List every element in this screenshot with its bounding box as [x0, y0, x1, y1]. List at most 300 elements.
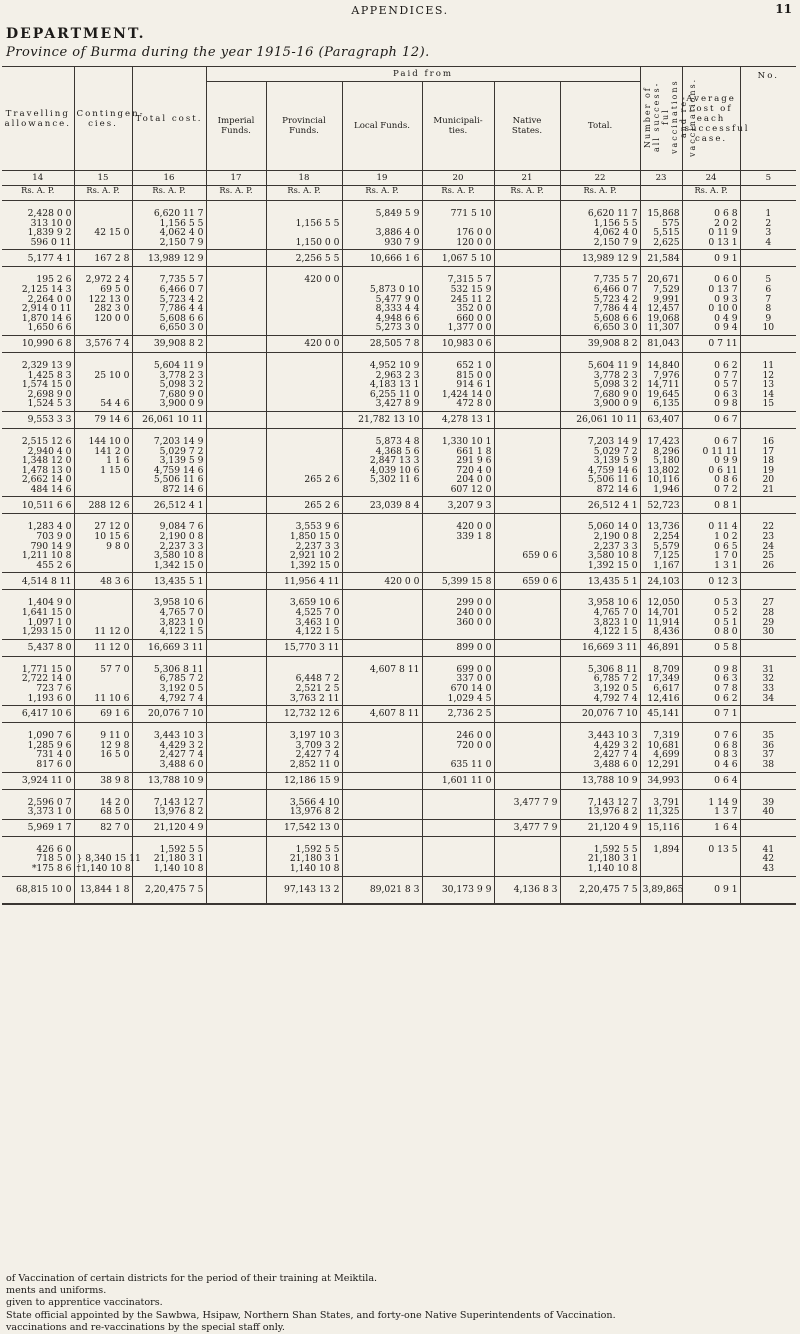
vaccination-cost-table: [2, 66, 796, 905]
group-cell: [206, 836, 266, 876]
group-cell: 27 12 0 10 15 6 9 8 0: [74, 514, 132, 573]
total-cell: 2,736 2 5: [422, 706, 494, 723]
total-cell: 0 6 4: [682, 772, 740, 789]
footnote-line: State official appointed by the Sawbwa, Hsipaw, Northern Shan States, and forty-one Native Superintendents of Vaccination.: [6, 1309, 616, 1321]
group-cell: 652 1 0 815 0 0 914 6 1 1,424 14 0 472 8 0: [422, 352, 494, 411]
group-cell: 1,771 15 0 2,722 14 0 723 7 6 1,193 6 0: [21, 663, 72, 704]
group-cell: 2,329 13 9 1,425 8 3 1,574 15 0 2,698 9 0 1,524 5 3: [21, 359, 72, 410]
column-number: 19: [342, 171, 422, 186]
unit-label: [740, 186, 796, 201]
local-fund-extra: 265 2 6: [304, 473, 340, 485]
group-total-row: [2, 639, 796, 656]
total-cell: 3,924 11 0: [2, 772, 74, 789]
grand-total-cell: 68,815 10 0: [2, 876, 74, 904]
group-cell: [206, 428, 266, 497]
total-cell: 420 0 0: [266, 335, 342, 352]
group-cell: [494, 201, 560, 250]
total-cell: [494, 250, 560, 267]
group-cell: 2,972 2 4 69 5 0 122 13 0 282 3 0 120 0 0: [74, 267, 132, 336]
grand-total-cell: 89,021 8 3: [342, 876, 422, 904]
group-cell: 0 11 4 1 0 2 0 6 5 1 7 0 1 3 1: [682, 514, 740, 573]
column-number: 20: [422, 171, 494, 186]
group-cell: 57 7 0 11 10 6: [74, 656, 132, 705]
unit-row: [2, 186, 796, 201]
group-cell: 3,443 10 3 4,429 3 2 2,427 7 4 3,488 6 0: [560, 723, 640, 772]
total-cell: 16,669 3 11: [132, 639, 206, 656]
total-cell: 26,512 4 1: [560, 497, 640, 514]
group-cell: 11 12 13 14 15: [740, 352, 796, 411]
total-cell: 0 7 1: [682, 706, 740, 723]
group-cell: [206, 590, 266, 639]
group-cell: 246 0 0 720 0 0 635 11 0: [422, 723, 494, 772]
total-cell: 2,256 5 5: [266, 250, 342, 267]
unit-label: Rs. A. P.: [422, 186, 494, 201]
total-cell: 82 7 0: [74, 819, 132, 836]
table-body: [2, 186, 796, 904]
total-cell: [422, 819, 494, 836]
district-group: [2, 428, 796, 497]
grand-total-cell: 30,173 9 9: [422, 876, 494, 904]
total-cell: 21,584: [640, 250, 682, 267]
group-cell: 16 17 18 19 20 21: [740, 428, 796, 497]
group-cell: 35 36 37 38: [740, 723, 796, 772]
group-cell: 41 42 43: [740, 836, 796, 876]
district-group: [2, 267, 796, 336]
group-cell: 195 2 6 2,125 14 3 2,264 0 0 2,914 0 11 1,870 14 6 1,650 6 6: [21, 274, 72, 334]
grand-total-cell: 3,89,865: [640, 876, 682, 904]
total-cell: 0 6 7: [682, 411, 740, 428]
group-cell: [494, 723, 560, 772]
total-cell: 69 1 6: [74, 706, 132, 723]
total-cell: 34,993: [640, 772, 682, 789]
column-number: 14: [2, 171, 74, 186]
total-cell: 13,989 12 9: [132, 250, 206, 267]
grand-total-cell: 2,20,475 7 5: [132, 876, 206, 904]
group-cell: 0 6 2 0 7 7 0 5 7 0 6 3 0 9 8: [682, 352, 740, 411]
unit-label: Rs. A. P.: [74, 186, 132, 201]
group-cell: [494, 352, 560, 411]
group-cell: 6,448 7 2 2,521 2 5 3,763 2 11: [266, 656, 342, 705]
footnote-line: given to apprentice vaccinators.: [6, 1297, 163, 1309]
total-cell: [342, 819, 422, 836]
group-cell: 1 2 3 4: [740, 201, 796, 250]
column-number: 16: [132, 171, 206, 186]
total-cell: 21,120 4 9: [132, 819, 206, 836]
total-cell: [206, 250, 266, 267]
total-cell: 15,116: [640, 819, 682, 836]
group-cell: 3,197 10 3 3,709 3 2 2,427 7 4 2,852 11 0: [266, 723, 342, 772]
total-cell: 13,435 5 1: [132, 573, 206, 590]
total-cell: [342, 639, 422, 656]
total-cell: 0 7 11: [682, 335, 740, 352]
unit-label: Rs. A. P.: [560, 186, 640, 201]
group-cell: 5,604 11 9 3,778 2 3 5,098 3 2 7,680 9 0 3,900 0 9: [560, 352, 640, 411]
col-local: Local Funds.: [342, 82, 422, 171]
total-cell: 21,782 13 10: [342, 411, 422, 428]
col-municipal: Municipali-ties.: [422, 82, 494, 171]
group-cell: [494, 428, 560, 497]
page-heading: APPENDICES.: [351, 4, 449, 17]
unit-label: [640, 186, 682, 201]
total-cell: 12,186 15 9: [266, 772, 342, 789]
group-cell: 771 5 10 176 0 0 120 0 0: [422, 201, 494, 250]
total-cell: 52,723: [640, 497, 682, 514]
group-total-row: [2, 706, 796, 723]
grand-total-cell: 2,20,475 7 5: [560, 876, 640, 904]
group-cell: 1,090 7 6 1,285 9 6 731 4 0 817 6 0: [27, 730, 72, 770]
total-cell: [494, 411, 560, 428]
total-cell: 4,514 8 11: [2, 573, 74, 590]
district-group: [2, 723, 796, 772]
group-cell: 7,319 10,681 4,699 12,291: [640, 723, 682, 772]
group-cell: 420 0 0: [266, 267, 342, 336]
group-cell: 144 10 0 141 2 0 1 1 6 1 15 0: [74, 428, 132, 497]
group-cell: 5,306 8 11 6,785 7 2 3,192 0 5 4,792 7 4: [132, 656, 206, 705]
total-cell: 63,407: [640, 411, 682, 428]
group-cell: 5,873 4 8 4,368 5 6 2,847 13 3 4,039 10 6 5,302 11 6: [342, 428, 422, 497]
group-cell: 14,840 7,976 14,711 19,645 6,135: [640, 352, 682, 411]
group-cell: 1,592 5 5 21,180 3 1 1,140 10 8: [132, 836, 206, 876]
group-cell: 17,423 8,296 5,180 13,802 10,116 1,946: [640, 428, 682, 497]
total-cell: 13,788 10 9: [560, 772, 640, 789]
total-cell: 20,076 7 10: [560, 706, 640, 723]
total-cell: 48 3 6: [74, 573, 132, 590]
total-cell: 1 6 4: [682, 819, 740, 836]
footnotes: [6, 1273, 616, 1334]
group-cell: 3,958 10 6 4,765 7 0 3,823 1 0 4,122 1 5: [560, 590, 640, 639]
unit-label: Rs. A. P.: [2, 186, 74, 201]
total-cell: [342, 772, 422, 789]
total-cell: 265 2 6: [266, 497, 342, 514]
group-cell: 7,203 14 9 5,029 7 2 3,139 5 9 4,759 14 6 5,506 11 6 872 14 6: [560, 428, 640, 497]
group-cell: [342, 590, 422, 639]
total-cell: 11 12 0: [74, 639, 132, 656]
total-cell: 26,512 4 1: [132, 497, 206, 514]
group-cell: 5,873 0 10 5,477 9 0 8,333 4 4 4,948 6 6 5,273 3 0: [342, 267, 422, 336]
group-cell: 7,143 12 7 13,976 8 2: [132, 789, 206, 819]
group-cell: [342, 723, 422, 772]
total-cell: [206, 573, 266, 590]
col-imperial: Imperial Funds.: [206, 82, 266, 171]
total-cell: 10,511 6 6: [2, 497, 74, 514]
col-average-cost: Average cost of each successful case.: [682, 67, 740, 171]
total-cell: 10,666 1 6: [342, 250, 422, 267]
group-cell: 2,428 0 0 313 10 0 1,839 9 2 596 0 11: [27, 208, 72, 248]
total-cell: 0 9 1: [682, 250, 740, 267]
group-total-row: [2, 250, 796, 267]
group-total-row: [2, 772, 796, 789]
group-cell: 3,791 11,325: [640, 789, 682, 819]
total-cell: 6,417 10 6: [2, 706, 74, 723]
total-cell: [740, 772, 796, 789]
group-cell: [342, 836, 422, 876]
group-cell: 1,330 10 1 661 1 8 291 9 6 720 4 0 204 0 0 607 12 0: [422, 428, 494, 497]
total-cell: 288 12 6: [74, 497, 132, 514]
total-cell: 0 12 3: [682, 573, 740, 590]
group-cell: 13,736 2,254 5,579 7,125 1,167: [640, 514, 682, 573]
group-cell: 12,050 14,701 11,914 8,436: [640, 590, 682, 639]
total-cell: 9,553 3 3: [2, 411, 74, 428]
grand-total-cell: [740, 876, 796, 904]
group-cell: 9,084 7 6 2,190 0 8 2,237 3 3 3,580 10 8 1,342 15 0: [132, 514, 206, 573]
total-cell: 28,505 7 8: [342, 335, 422, 352]
total-cell: 39,908 8 2: [560, 335, 640, 352]
district-group: [2, 590, 796, 639]
group-cell: 0 6 8 2 0 2 0 11 9 0 13 1: [682, 201, 740, 250]
group-cell: 39 40: [740, 789, 796, 819]
unit-label: Rs. A. P.: [494, 186, 560, 201]
group-cell: 7,203 14 9 5,029 7 2 3,139 5 9 4,759 14 6 5,506 11 6 872 14 6: [132, 428, 206, 497]
col-travelling: Travelling allowance.: [2, 67, 74, 171]
group-cell: 7,315 5 7 532 15 9 245 11 2 352 0 0 660 0 0 1,377 0 0: [422, 267, 494, 336]
total-cell: [206, 411, 266, 428]
total-cell: 1,601 11 0: [422, 772, 494, 789]
total-cell: 3,576 7 4: [74, 335, 132, 352]
total-cell: [266, 411, 342, 428]
total-cell: 167 2 8: [74, 250, 132, 267]
col-provincial: Provincial Funds.: [266, 82, 342, 171]
group-cell: 4,607 8 11: [342, 656, 422, 705]
total-cell: 899 0 0: [422, 639, 494, 656]
total-cell: [494, 497, 560, 514]
group-cell: 5,604 11 9 3,778 2 3 5,098 3 2 7,680 9 0 3,900 0 9: [132, 352, 206, 411]
group-cell: 5,849 5 9 3,886 4 0 930 7 9: [342, 201, 422, 250]
total-cell: [740, 819, 796, 836]
total-cell: 13,435 5 1: [560, 573, 640, 590]
group-cell: 0 9 8 0 6 3 0 7 8 0 6 2: [682, 656, 740, 705]
province-subtitle: Province of Burma during the year 1915-16 (Paragraph 12).: [6, 45, 430, 60]
total-cell: [740, 335, 796, 352]
district-group: [2, 352, 796, 411]
group-cell: 7,143 12 7 13,976 8 2: [560, 789, 640, 819]
group-cell: 42 15 0: [74, 201, 132, 250]
group-cell: 3,443 10 3 4,429 3 2 2,427 7 4 3,488 6 0: [132, 723, 206, 772]
group-cell: [206, 201, 266, 250]
group-cell: 1,894: [640, 836, 682, 876]
group-cell: 5,060 14 0 2,190 0 8 2,237 3 3 3,580 10 8 1,392 15 0: [560, 514, 640, 573]
group-cell: [342, 789, 422, 819]
group-cell: 0 5 3 0 5 2 0 5 1 0 8 0: [682, 590, 740, 639]
grand-total-cell: 4,136 8 3: [494, 876, 560, 904]
col-total: Total.: [560, 82, 640, 171]
grand-total-cell: [206, 876, 266, 904]
group-cell: 1,283 4 0 703 9 0 790 14 9 1,211 10 8 455 2 6: [21, 521, 72, 571]
group-cell: 0 6 0 0 13 7 0 9 3 0 10 0 0 4 9 0 9 4: [682, 267, 740, 336]
group-total-row: [2, 411, 796, 428]
group-cell: 699 0 0 337 0 0 670 14 0 1,029 4 5: [422, 656, 494, 705]
total-cell: [494, 639, 560, 656]
total-cell: [494, 772, 560, 789]
group-cell: 11 12 0: [74, 590, 132, 639]
group-cell: 1,404 9 0 1,641 15 0 1,097 1 0 1,293 15 0: [21, 597, 72, 638]
group-cell: 0 13 5: [682, 836, 740, 876]
total-cell: 24,103: [640, 573, 682, 590]
group-cell: [422, 836, 494, 876]
column-number: 21: [494, 171, 560, 186]
group-cell: 14 2 0 68 5 0: [74, 789, 132, 819]
col-number-successful: [640, 67, 697, 171]
total-cell: 5,437 8 0: [2, 639, 74, 656]
total-cell: 4,278 13 1: [422, 411, 494, 428]
group-cell: [342, 514, 422, 573]
group-cell: 3,477 7 9: [494, 789, 560, 819]
group-cell: 5 6 7 8 9 10: [740, 267, 796, 336]
group-cell: 8,709 17,349 6,617 12,416: [640, 656, 682, 705]
district-group: [2, 789, 796, 819]
group-cell: 7,735 5 7 6,466 0 7 5,723 4 2 7,786 4 4 5,608 6 6 6,650 3 0: [132, 267, 206, 336]
group-cell: [206, 789, 266, 819]
total-cell: 0 5 8: [682, 639, 740, 656]
group-cell: 25 10 0 54 4 6: [74, 352, 132, 411]
column-number-row: [2, 171, 796, 186]
total-cell: 12,732 12 6: [266, 706, 342, 723]
group-cell: 6,620 11 7 1,156 5 5 4,062 4 0 2,150 7 9: [132, 201, 206, 250]
total-cell: 420 0 0: [342, 573, 422, 590]
group-cell: 4,952 10 9 2,963 2 3 4,183 13 1 6,255 11 0 3,427 8 9: [342, 352, 422, 411]
group-cell: 3,659 10 6 4,525 7 0 3,463 1 0 4,122 1 5: [266, 590, 342, 639]
group-total-row: [2, 819, 796, 836]
group-cell: [266, 352, 342, 411]
group-cell: 0 7 6 0 6 8 0 8 3 0 4 6: [682, 723, 740, 772]
group-cell: 3,958 10 6 4,765 7 0 3,823 1 0 4,122 1 5: [132, 590, 206, 639]
unit-label: Rs. A. P.: [206, 186, 266, 201]
total-cell: 4,607 8 11: [342, 706, 422, 723]
column-number: 22: [560, 171, 640, 186]
total-cell: 15,770 3 11: [266, 639, 342, 656]
group-cell: 1,592 5 5 21,180 3 1 1,140 10 8: [560, 836, 640, 876]
grand-total-cell: 0 9 1: [682, 876, 740, 904]
total-cell: [740, 497, 796, 514]
group-cell: 426 6 0 718 5 0 *175 8 6: [31, 843, 72, 874]
total-cell: [206, 819, 266, 836]
total-cell: 0 8 1: [682, 497, 740, 514]
total-cell: 13,788 10 9: [132, 772, 206, 789]
grand-total-cell: 97,143 13 2: [266, 876, 342, 904]
unit-label: Rs. A. P.: [132, 186, 206, 201]
total-cell: [740, 639, 796, 656]
group-cell: } 8,340 15 11 †1,140 10 8: [74, 836, 132, 876]
total-cell: [494, 335, 560, 352]
column-number: 15: [74, 171, 132, 186]
group-cell: [494, 656, 560, 705]
column-number: 5: [740, 171, 796, 186]
group-cell: [206, 267, 266, 336]
col-contingencies: Contingen-cies.: [74, 67, 132, 171]
group-cell: [494, 267, 560, 336]
district-group: [2, 514, 796, 573]
district-group: [2, 201, 796, 250]
total-cell: 26,061 10 11: [560, 411, 640, 428]
total-cell: 1,067 5 10: [422, 250, 494, 267]
total-cell: 39,908 8 2: [132, 335, 206, 352]
total-cell: 659 0 6: [494, 573, 560, 590]
number-successful-label: Number of all success-ful vaccinations and re-vaccinations.: [642, 77, 697, 157]
group-cell: 6,620 11 7 1,156 5 5 4,062 4 0 2,150 7 9: [560, 201, 640, 250]
total-cell: [206, 335, 266, 352]
group-cell: 20,671 7,529 9,991 12,457 19,068 11,307: [640, 267, 682, 336]
total-cell: 23,039 8 4: [342, 497, 422, 514]
district-group: [2, 836, 796, 876]
group-cell: 7,735 5 7 6,466 0 7 5,723 4 2 7,786 4 4 5,608 6 6 6,650 3 0: [560, 267, 640, 336]
total-cell: [740, 250, 796, 267]
group-cell: [266, 428, 342, 497]
group-cell: 22 23 24 25 26: [740, 514, 796, 573]
total-cell: [740, 573, 796, 590]
footnote-line: ments and uniforms.: [6, 1285, 107, 1297]
total-cell: 38 9 8: [74, 772, 132, 789]
total-cell: 3,207 9 3: [422, 497, 494, 514]
group-cell: [422, 789, 494, 819]
group-total-row: [2, 497, 796, 514]
group-cell: 27 28 29 30: [740, 590, 796, 639]
grand-total-cell: 13,844 1 8: [74, 876, 132, 904]
total-cell: 5,177 4 1: [2, 250, 74, 267]
group-cell: 299 0 0 240 0 0 360 0 0: [422, 590, 494, 639]
total-cell: 10,983 0 6: [422, 335, 494, 352]
total-cell: 3,477 7 9: [494, 819, 560, 836]
grand-total-row: [2, 876, 796, 904]
group-cell: 1,156 5 5 1,150 0 0: [266, 201, 342, 250]
col-total-cost: Total cost.: [132, 67, 206, 171]
total-cell: 46,891: [640, 639, 682, 656]
total-cell: [740, 411, 796, 428]
total-cell: 20,076 7 10: [132, 706, 206, 723]
unit-label: Rs. A. P.: [682, 186, 740, 201]
total-cell: 5,969 1 7: [2, 819, 74, 836]
group-cell: 9 11 0 12 9 8 16 5 0: [74, 723, 132, 772]
total-cell: 26,061 10 11: [132, 411, 206, 428]
total-cell: 5,399 15 8: [422, 573, 494, 590]
total-cell: [206, 706, 266, 723]
district-group: [2, 656, 796, 705]
total-cell: 79 14 6: [74, 411, 132, 428]
total-cell: 81,043: [640, 335, 682, 352]
group-cell: [494, 590, 560, 639]
group-total-row: [2, 573, 796, 590]
group-cell: 0 6 7 0 11 11 0 9 9 0 6 11 0 8 6 0 7 2: [682, 428, 740, 497]
unit-label: Rs. A. P.: [266, 186, 342, 201]
total-cell: 16,669 3 11: [560, 639, 640, 656]
group-cell: 1,592 5 5 21,180 3 1 1,140 10 8: [266, 836, 342, 876]
total-cell: 10,990 6 8: [2, 335, 74, 352]
column-number: 18: [266, 171, 342, 186]
group-total-row: [2, 335, 796, 352]
group-cell: 420 0 0 339 1 8: [422, 514, 494, 573]
total-cell: 45,141: [640, 706, 682, 723]
group-cell: 5,306 8 11 6,785 7 2 3,192 0 5 4,792 7 4: [560, 656, 640, 705]
col-no: No.: [740, 67, 796, 171]
footnote-line: of Vaccination of certain districts for the period of their training at Meiktila.: [6, 1273, 378, 1284]
group-cell: 3,553 9 6 1,850 15 0 2,237 3 3 2,921 10 2 1,392 15 0: [266, 514, 342, 573]
col-native: Native States.: [494, 82, 560, 171]
column-number: 17: [206, 171, 266, 186]
group-cell: [206, 352, 266, 411]
total-cell: 13,989 12 9: [560, 250, 640, 267]
total-cell: 21,120 4 9: [560, 819, 640, 836]
group-cell: [206, 723, 266, 772]
total-cell: [494, 706, 560, 723]
group-cell: [206, 514, 266, 573]
total-cell: 17,542 13 0: [266, 819, 342, 836]
column-number: 23: [640, 171, 682, 186]
paid-from-header: Paid from: [206, 67, 640, 82]
total-cell: [206, 639, 266, 656]
group-cell: 2,515 12 6 2,940 4 0 1,348 12 0 1,478 13 0 2,662 14 0 484 14 6: [21, 435, 72, 495]
group-cell: 3,566 4 10 13,976 8 2: [266, 789, 342, 819]
group-cell: 659 0 6: [494, 514, 560, 573]
footnote-line: vaccinations and re-vaccinations by the special staff only.: [6, 1321, 285, 1333]
page-number: 11: [775, 2, 792, 16]
